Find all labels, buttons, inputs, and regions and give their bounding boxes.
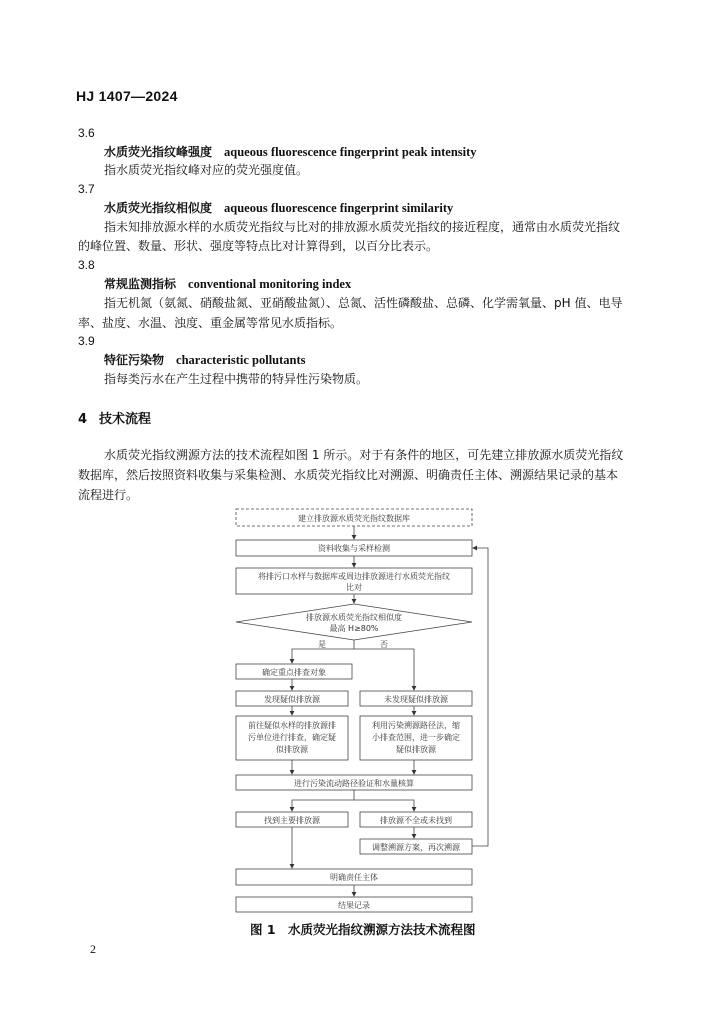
text-left-detail: 似排放源: [276, 745, 308, 754]
text-decision-1: 排放源水质荧光指纹相似度: [306, 613, 402, 622]
paragraph-line: 流程进行。: [78, 488, 139, 502]
term-cn: 水质荧光指纹相似度: [104, 201, 213, 215]
paragraph-line: 数据库，然后按照资料收集与采集检测、水质荧光指纹比对溯源、明确责任主体、溯源结果记录的基本: [78, 468, 619, 482]
term-en: aqueous fluorescence fingerprint similarity: [224, 201, 454, 215]
text-found-main: 找到主要排放源: [264, 816, 320, 825]
term-cn: 水质荧光指纹峰强度: [104, 145, 213, 159]
term-cn: 特征污染物: [104, 353, 165, 367]
text-right-detail: 疑似排放源: [396, 745, 436, 754]
text-left-detail: 污单位进行排查，确定疑: [248, 733, 336, 742]
paragraph-line: 水质荧光指纹溯源方法的技术流程如图 1 所示。对于有条件的地区，可先建立排放源水质荧光指纹: [104, 448, 624, 462]
chapter-title: 技术流程: [99, 412, 152, 427]
term-en: characteristic pollutants: [176, 353, 306, 367]
label-no: 否: [380, 640, 388, 649]
page-number: 2: [90, 942, 96, 956]
section-number: 3.7: [78, 182, 95, 196]
definition-line: 指每类污水在产生过程中携带的特异性污染物质。: [104, 372, 369, 386]
text-compare-1: 将排污口水样与数据库或周边排放源进行水质荧光指纹: [258, 572, 450, 581]
text-trace-path: 进行污染流动路径验证和水量核算: [294, 779, 414, 788]
text-build-db: 建立排放源水质荧光指纹数据库: [298, 514, 410, 523]
text-left-detail: 前往疑似水样的排放源排: [248, 721, 336, 730]
definition-line: 指无机氮（氨氮、硝酸盐氮、亚硝酸盐氮）、总氮、活性磷酸盐、总磷、化学需氧量、pH 值、电导: [104, 296, 623, 310]
term-en: aqueous fluorescence fingerprint peak intensity: [224, 145, 477, 159]
text-confirm-target: 确定重点排查对象: [262, 668, 326, 677]
definition-line: 指水质荧光指纹峰对应的荧光强度值。: [104, 163, 309, 177]
text-collect: 资料收集与采样检测: [318, 544, 390, 553]
text-compare-2: 比对: [346, 583, 362, 592]
term-cn: 常规监测指标: [104, 277, 177, 291]
decision-diamond: [236, 604, 472, 640]
chapter-number: 4: [78, 412, 88, 427]
section-number: 3.6: [78, 126, 95, 140]
text-adjust: 调整溯源方案，再次溯源: [372, 843, 460, 852]
label-yes: 是: [318, 640, 326, 649]
definition-line: 指未知排放源水样的水质荧光指纹与比对的排放源水质荧光指纹的接近程度，通常由水质荧光指纹: [104, 220, 621, 234]
document-code: HJ 1407—2024: [76, 88, 178, 104]
section-number: 3.8: [78, 258, 95, 272]
text-decision-2: 最高 H≥80%: [329, 624, 379, 633]
text-incomplete: 排放源不全或未找到: [380, 816, 452, 825]
text-record: 结果记录: [338, 901, 370, 910]
text-right-detail: 利用污染溯源路径法，缩: [372, 721, 460, 730]
text-found-suspect: 发现疑似排放源: [264, 695, 320, 704]
definition-line: 率、盐度、水温、浊度、重金属等常见水质指标。: [78, 316, 343, 330]
text-responsible: 明确责任主体: [330, 873, 378, 882]
section-number: 3.9: [78, 334, 95, 348]
text-not-found: 未发现疑似排放源: [384, 695, 448, 704]
term-en: conventional monitoring index: [188, 277, 352, 291]
text-right-detail: 小排查范围，进一步确定: [372, 733, 460, 742]
definition-line: 的峰位置、数量、形状、强度等特点比对计算得到，以百分比表示。: [78, 239, 439, 253]
figure-caption: 图 1 水质荧光指纹溯源方法技术流程图: [250, 922, 476, 937]
